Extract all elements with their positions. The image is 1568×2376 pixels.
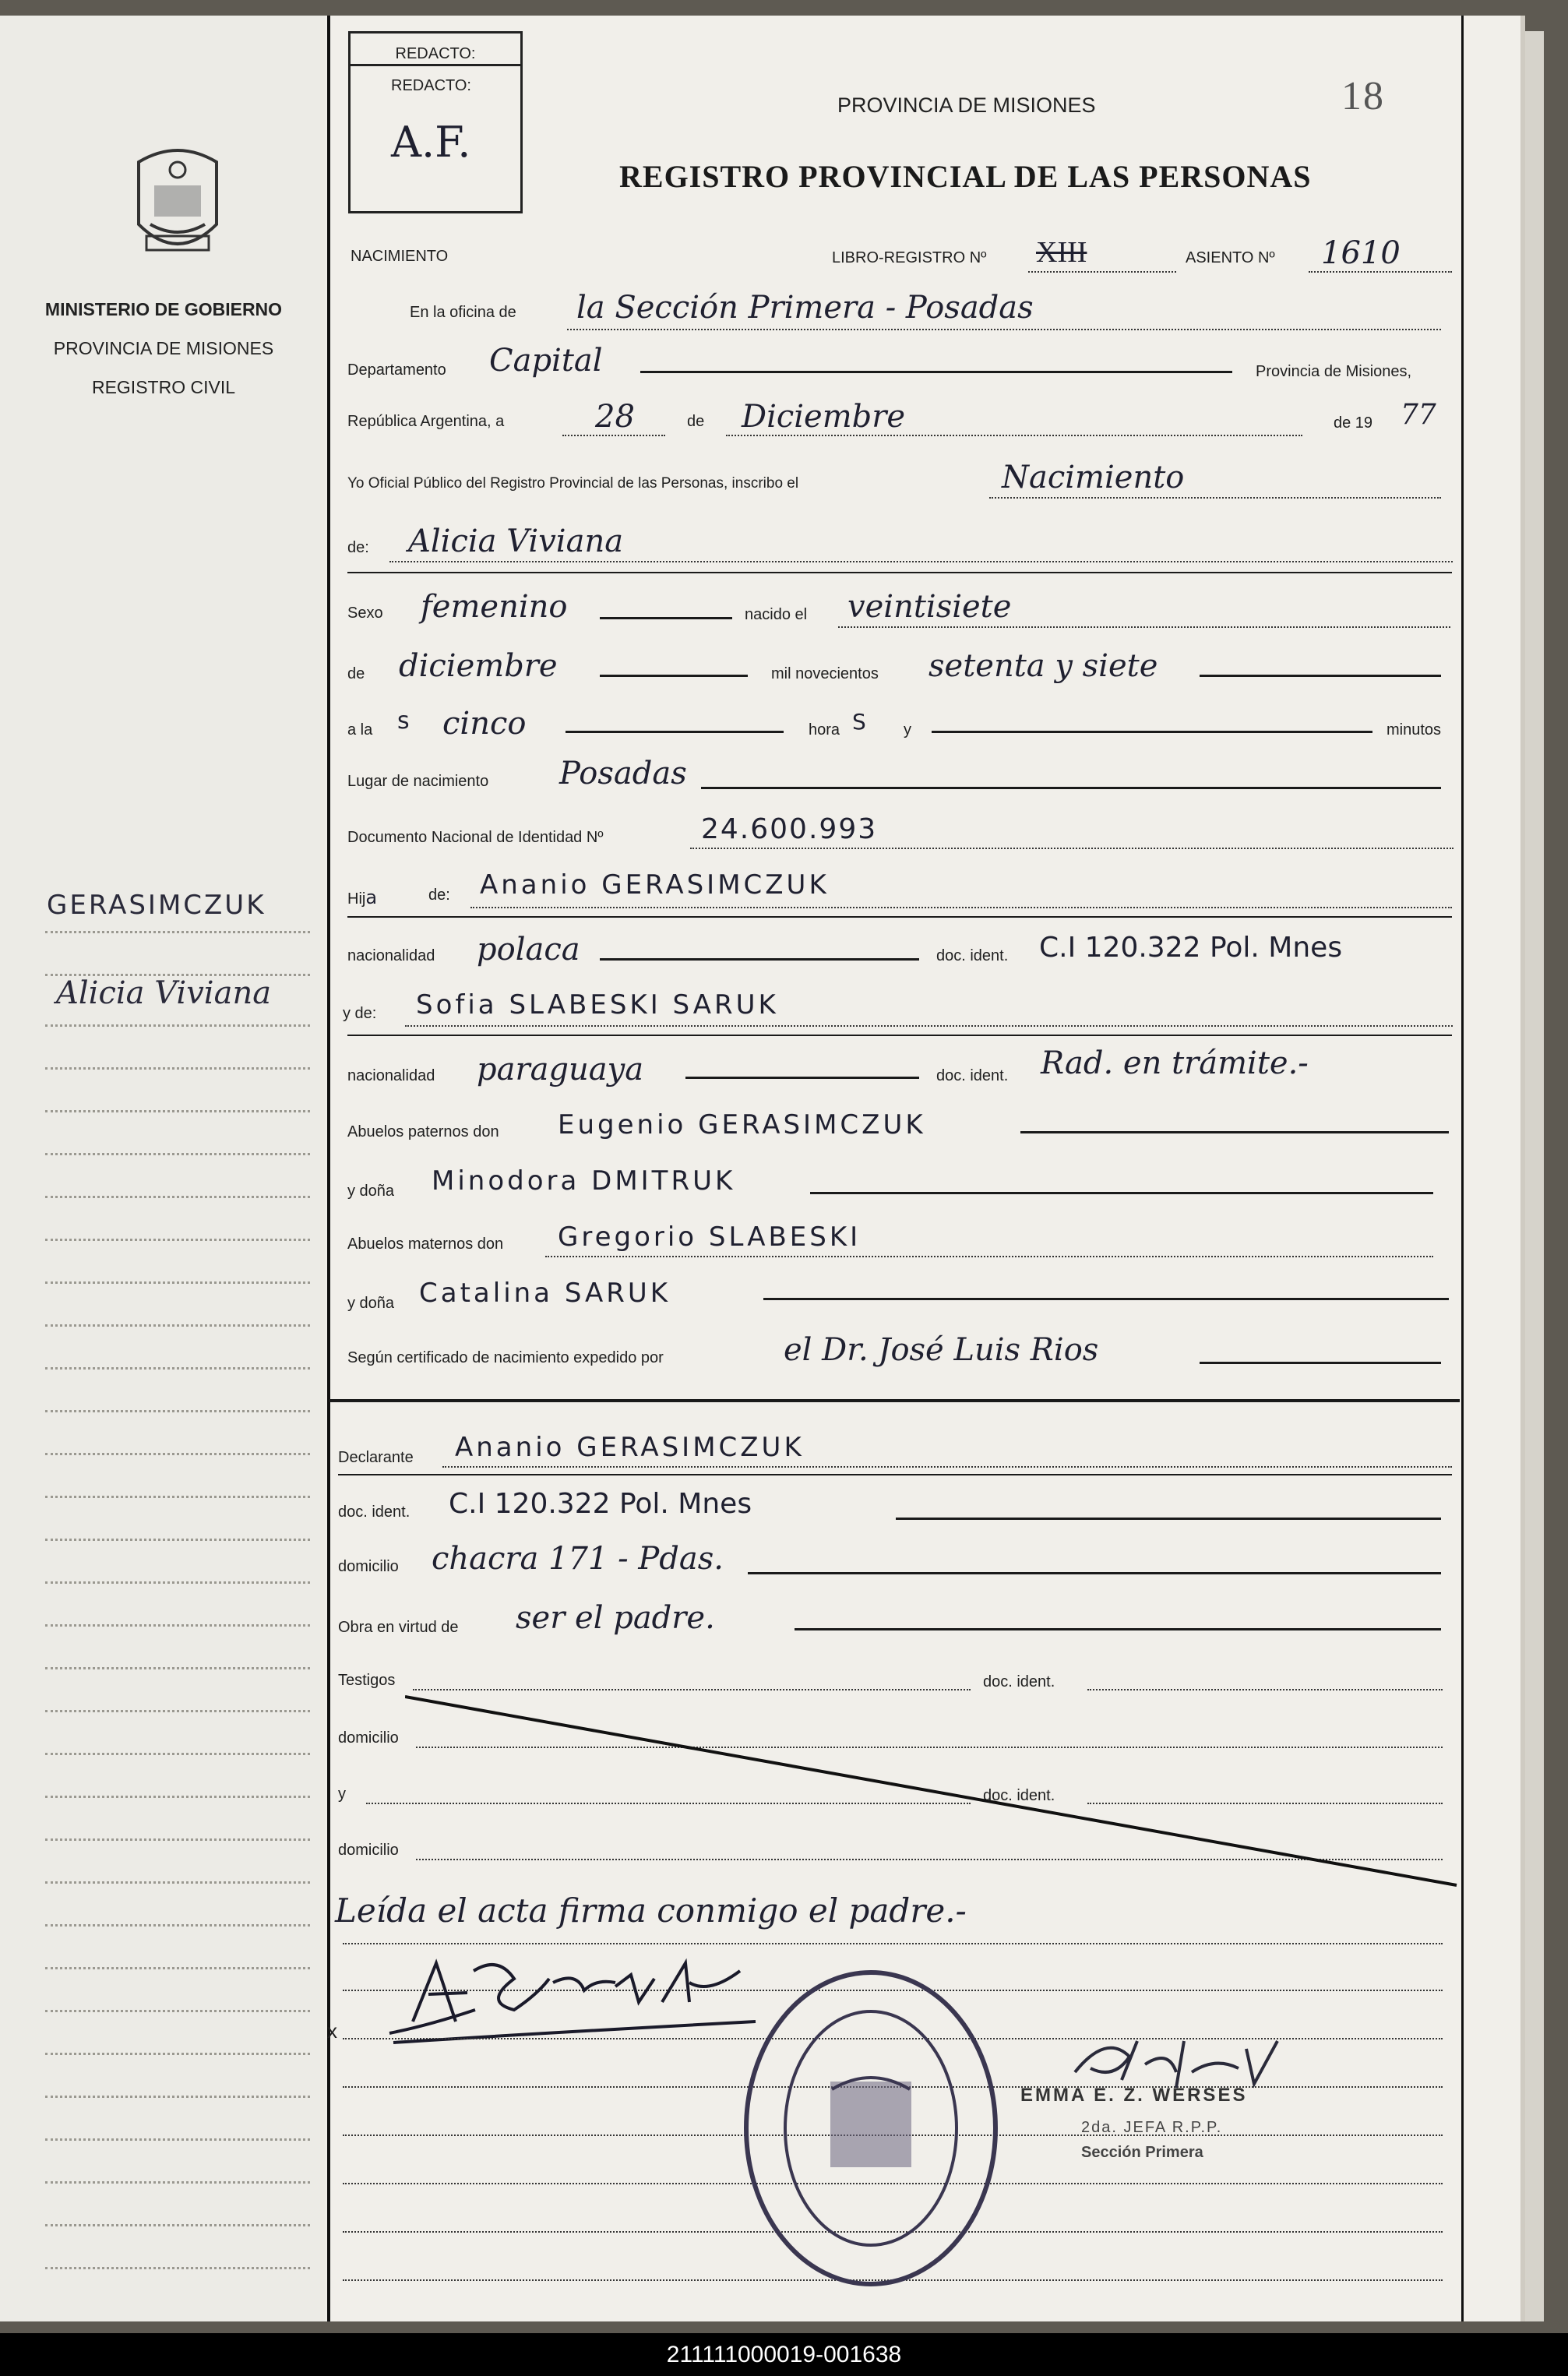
sex-label: Sexo (347, 605, 383, 622)
de-label: de (687, 413, 705, 430)
de2-label: de (347, 665, 365, 682)
doc-label-2: doc. ident. (936, 1067, 1009, 1084)
father-signature-icon (382, 1948, 763, 2049)
nationality-label-2: nacionalidad (347, 1067, 435, 1084)
field-line (562, 435, 665, 436)
field-line (838, 626, 1450, 628)
margin-line (45, 2138, 310, 2141)
field-line (470, 907, 1452, 908)
margin-line (45, 1581, 310, 1584)
hours-label: hora (809, 721, 840, 739)
margin-line (45, 2053, 310, 2055)
mother-doc: Rad. en trámite.- (1041, 1045, 1309, 1081)
margin-line (45, 1024, 310, 1027)
office-value: la Sección Primera - Posadas (576, 290, 1034, 326)
birthplace-label: Lugar de nacimiento (347, 773, 489, 790)
left-border-line (327, 16, 330, 2321)
margin-line (45, 1710, 310, 1712)
doc-label: doc. ident. (936, 947, 1009, 964)
father-value: Ananio GERASIMCZUK (480, 869, 830, 901)
hour-value: cinco (442, 706, 527, 742)
witness-address-label: domicilio (338, 1729, 399, 1747)
rule-line (347, 916, 1452, 918)
margin-line (45, 1367, 310, 1370)
field-line (600, 958, 919, 961)
field-line (896, 1518, 1441, 1520)
page-number: 18 (1341, 74, 1385, 118)
margin-line (45, 1453, 310, 1455)
field-line (795, 1628, 1441, 1630)
and-of-label: y de: (343, 1005, 377, 1022)
child-label-prefix: Hij (347, 890, 366, 908)
field-line (442, 1466, 1452, 1468)
ministry-province: PROVINCIA DE MISIONES (53, 338, 274, 358)
page-title: REGISTRO PROVINCIAL DE LAS PERSONAS (619, 159, 1312, 194)
field-line (726, 435, 1302, 436)
field-line (748, 1572, 1441, 1574)
field-line (1028, 271, 1176, 273)
margin-line (45, 1239, 310, 1241)
margin-line (45, 1496, 310, 1498)
mother-value: Sofia SLABESKI SARUK (416, 989, 779, 1021)
margin-line (45, 1196, 310, 1198)
child-label-suffix: a (365, 887, 379, 908)
document-page (0, 16, 1520, 2321)
field-line (1020, 1131, 1449, 1133)
entry-label: ASIENTO Nº (1186, 249, 1275, 266)
margin-line (45, 1753, 310, 1755)
thousand-label: mil novecientos (771, 665, 879, 682)
office-label: En la oficina de (410, 304, 516, 321)
field-line (566, 731, 784, 733)
margin-line (45, 1796, 310, 1798)
maternal-grandfather: Gregorio SLABESKI (558, 1221, 862, 1253)
field-line (989, 497, 1441, 499)
father-doc: C.I 120.322 Pol. Mnes (1039, 932, 1343, 964)
margin-line (45, 2267, 310, 2269)
field-line (1200, 675, 1441, 677)
margin-line (45, 2224, 310, 2226)
margin-line (45, 1881, 310, 1884)
declarant-address-label: domicilio (338, 1558, 399, 1575)
official-title: 2da. JEFA R.P.P. (1081, 2119, 1223, 2136)
field-line (545, 1256, 1433, 1257)
margin-line (45, 1539, 310, 1541)
dni-value: 24.600.993 (701, 813, 878, 845)
margin-line (45, 1281, 310, 1284)
child-label (347, 887, 378, 908)
declarant-address-value: chacra 171 - Pdas. (432, 1541, 724, 1577)
margin-line (45, 1153, 310, 1155)
margin-line (45, 1624, 310, 1627)
margin-line (45, 1924, 310, 1927)
day-value: 28 (595, 399, 635, 435)
margin-line (45, 1410, 310, 1412)
margin-line (45, 2096, 310, 2098)
paternal-grandmother: Minodora DMITRUK (432, 1165, 736, 1197)
margin-line (45, 974, 310, 976)
dni-label: Documento Nacional de Identidad Nº (347, 829, 604, 846)
hours-suffix: S (852, 709, 869, 735)
cancellation-stroke (405, 1689, 1464, 1891)
field-line (405, 1025, 1453, 1027)
left-margin-panel (0, 16, 326, 2321)
redacto-label: REDACTO: (391, 77, 471, 94)
at-suffix: s (397, 707, 413, 735)
record-type-label: NACIMIENTO (351, 248, 449, 265)
margin-line (45, 1667, 310, 1669)
sex-value: femenino (421, 589, 568, 625)
field-line (932, 731, 1372, 733)
born-year-value: setenta y siete (928, 648, 1158, 684)
field-line (685, 1077, 919, 1079)
ministry-name: MINISTERIO DE GOBIERNO (44, 299, 283, 319)
year-value: 77 (1401, 399, 1436, 431)
field-line (600, 675, 748, 677)
at-label: a la (347, 721, 373, 739)
margin-line (45, 1324, 310, 1327)
redacto-tab: REDACTO: (348, 31, 523, 65)
margin-line (45, 2181, 310, 2184)
paternal-grandparents-label: Abuelos paternos don (347, 1123, 499, 1140)
margin-given-names: Alicia Viviana (56, 975, 272, 1011)
minutes-label: minutos (1387, 721, 1442, 739)
witness2-address-label: domicilio (338, 1842, 399, 1859)
field-line (343, 1943, 1443, 1944)
closing-statement: Leída el acta firma conmigo el padre.- (335, 1891, 967, 1930)
signature-mark: x (327, 2019, 337, 2043)
declarant-doc-label: doc. ident. (338, 1504, 410, 1521)
republic-label: República Argentina, a (347, 413, 505, 430)
maternal-grandparents-label: Abuelos maternos don (347, 1236, 504, 1253)
month-value: Diciembre (742, 399, 906, 435)
field-line (763, 1298, 1449, 1300)
province-seal-icon (123, 139, 232, 270)
rule-line (347, 1035, 1452, 1036)
ministry-block (31, 290, 296, 407)
margin-surname: GERASIMCZUK (47, 890, 266, 921)
department-label: Departamento (347, 361, 446, 379)
birthplace-value: Posadas (559, 756, 687, 791)
name-value: Alicia Viviana (408, 523, 624, 559)
nationality-label: nacionalidad (347, 947, 435, 964)
field-line (1309, 271, 1452, 273)
redacto-value: A.F. (391, 118, 471, 167)
paternal-grandfather: Eugenio GERASIMCZUK (558, 1109, 926, 1140)
section-divider (329, 1399, 1460, 1402)
father-nationality: polaca (477, 932, 580, 968)
certificate-value: el Dr. José Luis Rios (784, 1332, 1099, 1368)
born-label: nacido el (745, 606, 808, 623)
officer-label: Yo Oficial Público del Registro Provincial de las Personas, inscribo el (347, 475, 799, 492)
rule-line (347, 572, 1452, 573)
book-value: XIII (1036, 236, 1087, 269)
born-month-value: diciembre (399, 648, 558, 684)
department-value: Capital (489, 343, 603, 379)
maternal-grandmother: Catalina SARUK (419, 1278, 671, 1309)
entry-value: 1610 (1321, 235, 1401, 271)
image-code-footer: 211111000019-001638 (0, 2333, 1568, 2376)
field-line (690, 848, 1453, 849)
child-label-de: de: (428, 887, 450, 904)
registry-stamp-icon (738, 1965, 1003, 2292)
field-line (640, 371, 1232, 373)
witness-doc-label: doc. ident. (983, 1673, 1055, 1690)
of-label: de: (347, 539, 369, 556)
field-line (810, 1192, 1433, 1194)
margin-line (45, 931, 310, 933)
capacity-value: ser el padre. (516, 1600, 715, 1636)
declarant-value: Ananio GERASIMCZUK (455, 1432, 805, 1463)
province-heading: PROVINCIA DE MISIONES (837, 93, 1096, 117)
born-day-value: veintisiete (847, 589, 1012, 625)
redacto-box (348, 64, 523, 213)
book-label: LIBRO-REGISTRO Nº (832, 249, 987, 266)
margin-line (45, 1067, 310, 1070)
dona-label: y doña (347, 1183, 395, 1200)
margin-line (45, 1838, 310, 1841)
year-label: de 19 (1334, 414, 1373, 432)
official-section: Sección Primera (1081, 2144, 1203, 2161)
ministry-registry: REGISTRO CIVIL (91, 377, 236, 397)
field-line (389, 561, 1453, 562)
field-line (600, 617, 732, 619)
rule-line (338, 1474, 1452, 1475)
witness2-doc-label: doc. ident. (983, 1787, 1055, 1804)
certificate-label: Según certificado de nacimiento expedido por (347, 1349, 664, 1366)
witnesses-label: Testigos (338, 1672, 396, 1689)
and-label: y (904, 721, 911, 739)
dona-label-2: y doña (347, 1295, 395, 1312)
capacity-label: Obra en virtud de (338, 1619, 459, 1636)
field-line (701, 787, 1441, 789)
official-name: EMMA E. Z. WERSES (1020, 2085, 1248, 2106)
margin-line (45, 1967, 310, 1969)
mother-nationality: paraguaya (477, 1052, 644, 1088)
margin-line (45, 1110, 310, 1112)
field-line (1200, 1362, 1441, 1364)
declarant-doc-value: C.I 120.322 Pol. Mnes (449, 1488, 752, 1520)
declarant-label: Declarante (338, 1449, 414, 1466)
margin-line (45, 2010, 310, 2012)
y-label: y (338, 1786, 346, 1803)
right-border-line (1461, 16, 1464, 2321)
field-line (567, 329, 1441, 330)
act-value: Nacimiento (1002, 460, 1185, 495)
province-suffix: Provincia de Misiones, (1256, 363, 1412, 380)
